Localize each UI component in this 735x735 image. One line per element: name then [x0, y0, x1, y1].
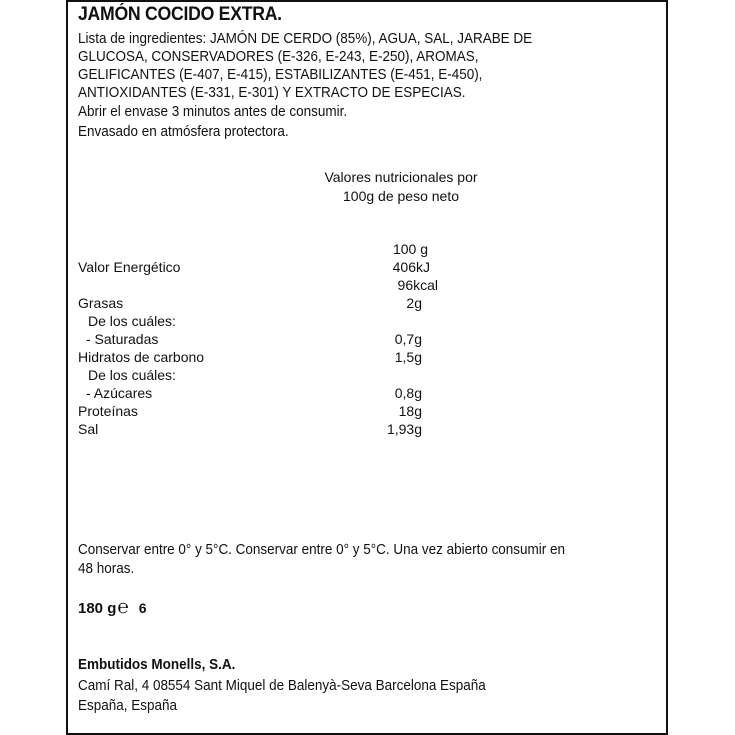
nutrition-row-value-sugars: 0,8g [394, 385, 422, 401]
nutrition-row-label-fat: Grasas [78, 295, 124, 311]
packaging-note: Envasado en atmósfera protectora. [78, 124, 289, 140]
address-line: Camí Ral, 4 08554 Sant Miquel de Balenyà-Seva Barcelona España [78, 678, 486, 694]
nutrition-row-value-salt: 1,93g [386, 421, 422, 437]
nutrition-row-value-carbs: 1,5g [394, 349, 422, 365]
nutrition-row-value-energy-kj: 406kJ [392, 259, 430, 275]
nutrition-row-label-of-which: De los cuáles: [88, 313, 176, 329]
net-weight-block [78, 598, 147, 617]
nutrition-row-label-salt: Sal [78, 421, 99, 437]
nutrition-header-line2: 100g de peso neto [343, 188, 459, 204]
nutrition-row-label-sugars: - Azúcares [86, 385, 153, 401]
ingredients-line: Lista de ingredientes: JAMÓN DE CERDO (85%), AGUA, SAL, JARABE DE [78, 31, 533, 47]
company-address [78, 676, 486, 716]
opening-note: Abrir el envase 3 minutos antes de consumir. [78, 104, 348, 120]
nutrition-row-value-fat: 2g [406, 295, 422, 311]
nutrition-row-label-of-which: De los cuáles: [88, 367, 176, 383]
ingredients-list [78, 30, 532, 102]
storage-line: 48 horas. [78, 561, 135, 577]
estimated-sign-icon: ℮ [117, 596, 129, 618]
nutrition-header [316, 168, 486, 206]
nutrition-row-label-protein: Proteínas [78, 403, 138, 419]
storage-line: Conservar entre 0° y 5°C. Conservar entre 0° y 5°C. Una vez abierto consumir en [78, 542, 566, 558]
nutrition-row-value-protein: 18g [398, 403, 422, 419]
ingredients-line: GELIFICANTES (E-407, E-415), ESTABILIZANTES (E-451, E-450), [78, 67, 483, 83]
ingredients-line: ANTIOXIDANTES (E-331, E-301) Y EXTRACTO DE ESPECIAS. [78, 85, 466, 101]
ingredients-line: GLUCOSA, CONSERVADORES (E-326, E-243, E-250), AROMAS, [78, 49, 479, 65]
product-label [66, 0, 668, 735]
company-name: Embutidos Monells, S.A. [78, 657, 236, 673]
nutrition-row-value-energy-kcal: 96kcal [397, 277, 438, 293]
storage-instructions [78, 541, 565, 579]
nutrition-row-label-carbs: Hidratos de carbono [78, 349, 205, 365]
nutrition-column-header: 100 g [392, 241, 428, 257]
nutrition-row-label-energy: Valor Energético [78, 259, 181, 275]
lot-number: 6 [138, 600, 147, 616]
address-line: España, España [78, 698, 177, 714]
nutrition-row-value-saturated: 0,7g [394, 331, 422, 347]
net-weight: 180 g [78, 600, 117, 617]
product-title: JAMÓN COCIDO EXTRA. [78, 4, 282, 25]
nutrition-header-line1: Valores nutricionales por [324, 169, 478, 185]
nutrition-row-label-saturated: - Saturadas [86, 331, 159, 347]
